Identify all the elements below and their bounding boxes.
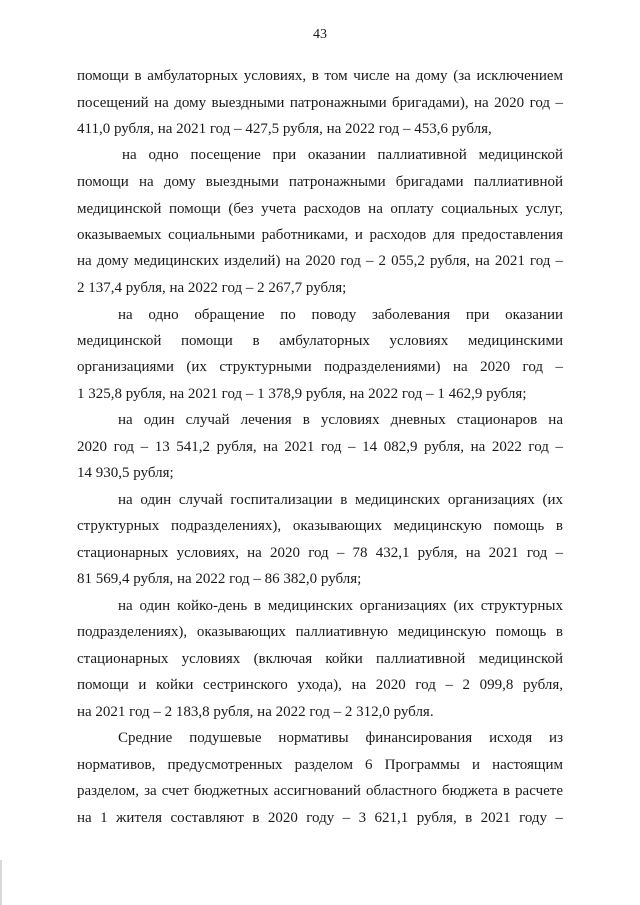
text-line: 2020 год – 13 541,2 рубля, на 2021 год – 14 082,9 рубля, на 2022 год – [77,439,563,455]
text-line: посещений на дому выездными патронажными бригадами), на 2020 год – [77,95,563,111]
text-line: оказываемых социальными работниками, и расходов для предоставления [77,227,563,243]
text-line: 81 569,4 рубля, на 2022 год – 86 382,0 рубля; [77,571,362,587]
text-line: на 2021 год – 2 183,8 рубля, на 2022 год – 2 312,0 рубля. [77,704,434,720]
text-line: помощи на дому выездными патронажными бригадами паллиативной [77,174,563,190]
page-number: 43 [313,27,327,42]
text-line: помощи и койки сестринского ухода), на 2020 год – 2 099,8 рубля, [77,677,563,693]
text-line: нормативов, предусмотренных разделом 6 Программы и настоящим [77,757,563,773]
text-line: 411,0 рубля, на 2021 год – 427,5 рубля, на 2022 год – 453,6 рубля, [77,121,492,137]
text-line: 1 325,8 рубля, на 2021 год – 1 378,9 рубля, на 2022 год – 1 462,9 рубля; [77,386,527,402]
text-line: помощи в амбулаторных условиях, в том числе на дому (за исключением [77,68,563,84]
text-line: стационарных условиях (включая койки паллиативной медицинской [77,651,563,667]
text-line: Средние подушевые нормативы финансирования исходя из [118,730,563,746]
text-line: структурных подразделениях), оказывающих медицинскую помощь в [77,518,563,534]
text-line: организациями (их структурными подразделениями) на 2020 год – [77,359,563,375]
text-line: на одно посещение при оказании паллиативной медицинской [122,147,563,163]
text-line: на дому медицинских изделий) на 2020 год – 2 055,2 рубля, на 2021 год – [77,253,563,269]
text-line: 14 930,5 рубля; [77,465,174,481]
text-line: на 1 жителя составляют в 2020 году – 3 621,1 рубля, в 2021 году – [77,810,563,826]
text-line: разделом, за счет бюджетных ассигнований областного бюджета в расчете [77,783,563,799]
text-line: медицинской помощи в амбулаторных условиях медицинскими [77,333,563,349]
text-line: 2 137,4 рубля, на 2022 год – 2 267,7 рубля; [77,280,347,296]
text-line: подразделениях), оказывающих паллиативную медицинскую помощь в [77,624,563,640]
text-line: на один случай лечения в условиях дневных стационаров на [118,412,563,428]
text-line: стационарных условиях, на 2020 год – 78 432,1 рубля, на 2021 год – [77,545,563,561]
scan-edge-shadow [0,860,2,905]
text-line: на один койко-день в медицинских организациях (их структурных [118,598,563,614]
text-line: на одно обращение по поводу заболевания при оказании [118,307,563,323]
text-line: медицинской помощи (без учета расходов на оплату социальных услуг, [77,201,563,217]
text-line: на один случай госпитализации в медицинских организациях (их [118,492,563,508]
